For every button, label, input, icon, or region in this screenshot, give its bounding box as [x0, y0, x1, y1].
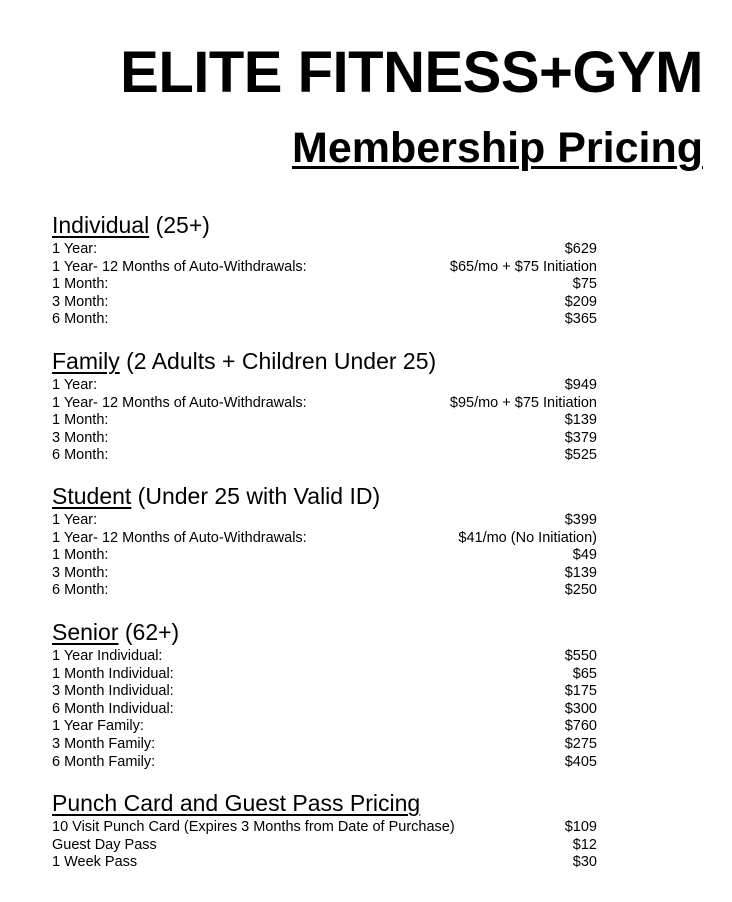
row-label: 3 Month Individual: [52, 683, 174, 700]
row-price: $65/mo + $75 Initiation [449, 258, 597, 275]
row-label: 1 Year Individual: [52, 648, 163, 664]
row-price: $550 [564, 648, 597, 664]
row-price: $275 [564, 735, 597, 752]
row-price: $175 [564, 683, 597, 700]
page-subtitle: Membership Pricing [292, 124, 703, 172]
row-label: 1 Year- 12 Months of Auto-Withdrawals: [52, 529, 307, 546]
row-label: 6 Month: [52, 582, 109, 599]
row-label: 1 Month: [52, 547, 109, 564]
section-heading [52, 482, 597, 510]
section-punch-card [52, 789, 597, 872]
row-label: 1 Year: [52, 377, 98, 393]
price-row [52, 565, 597, 583]
row-price: $109 [564, 819, 597, 835]
row-label: 3 Month Family: [52, 735, 156, 752]
row-price: $41/mo (No Initiation) [458, 529, 597, 546]
price-row [52, 582, 597, 600]
section-heading [52, 347, 597, 375]
price-row [52, 294, 597, 312]
page-title: ELITE FITNESS+GYM [120, 40, 703, 105]
price-row [52, 736, 597, 754]
section-heading [52, 211, 597, 239]
row-label: 6 Month Individual: [52, 700, 174, 717]
row-price: $405 [564, 753, 597, 770]
price-row [52, 430, 597, 448]
row-price: $75 [572, 276, 597, 293]
section-name: Individual [52, 212, 150, 238]
price-row [52, 819, 597, 837]
row-label: 3 Month: [52, 429, 109, 446]
section-senior [52, 618, 597, 771]
row-price: $65 [572, 665, 597, 682]
row-price: $949 [564, 377, 597, 393]
price-row [52, 412, 597, 430]
price-row [52, 530, 597, 548]
row-price: $250 [564, 582, 597, 599]
price-row [52, 395, 597, 413]
row-price: $209 [564, 293, 597, 310]
row-label: 1 Year- 12 Months of Auto-Withdrawals: [52, 258, 307, 275]
price-row [52, 701, 597, 719]
row-price: $139 [564, 412, 597, 429]
row-price: $365 [564, 311, 597, 328]
row-label: 1 Week Pass [52, 854, 138, 871]
row-price: $760 [564, 718, 597, 735]
price-row [52, 241, 597, 259]
price-row [52, 547, 597, 565]
row-price: $12 [572, 836, 597, 853]
price-row [52, 718, 597, 736]
section-individual [52, 211, 597, 329]
row-label: 6 Month Family: [52, 753, 156, 770]
section-name: Student [52, 483, 132, 509]
row-label: 10 Visit Punch Card (Expires 3 Months from Date of Purchase) [52, 819, 455, 835]
row-label: 1 Year: [52, 241, 98, 257]
row-label: 1 Year- 12 Months of Auto-Withdrawals: [52, 394, 307, 411]
row-label: 6 Month: [52, 311, 109, 328]
section-name: Punch Card and Guest Pass Pricing [52, 790, 421, 816]
section-family [52, 347, 597, 465]
price-row [52, 683, 597, 701]
price-row [52, 311, 597, 329]
section-qualifier: (25+) [149, 212, 210, 238]
row-price: $30 [572, 854, 597, 871]
row-price: $379 [564, 429, 597, 446]
row-price: $399 [564, 512, 597, 528]
section-qualifier: (Under 25 with Valid ID) [131, 483, 381, 509]
row-price: $49 [572, 547, 597, 564]
row-price: $629 [564, 241, 597, 257]
row-label: 3 Month: [52, 564, 109, 581]
row-label: 3 Month: [52, 293, 109, 310]
row-price: $95/mo + $75 Initiation [449, 394, 597, 411]
section-heading [52, 618, 597, 646]
section-student [52, 482, 597, 600]
row-label: 1 Month: [52, 412, 109, 429]
section-name: Senior [52, 619, 119, 645]
section-qualifier: (62+) [118, 619, 180, 645]
price-row [52, 259, 597, 277]
price-row [52, 666, 597, 684]
price-row [52, 854, 597, 872]
price-row [52, 648, 597, 666]
row-label: 1 Year: [52, 512, 98, 528]
row-label: Guest Day Pass [52, 836, 157, 853]
price-row [52, 512, 597, 530]
section-qualifier: (2 Adults + Children Under 25) [119, 348, 437, 374]
price-row [52, 754, 597, 772]
price-row [52, 276, 597, 294]
row-label: 1 Month: [52, 276, 109, 293]
row-price: $300 [564, 700, 597, 717]
row-price: $139 [564, 564, 597, 581]
row-price: $525 [564, 447, 597, 464]
row-label: 1 Year Family: [52, 718, 144, 735]
price-row [52, 837, 597, 855]
section-heading [52, 789, 597, 817]
section-name: Family [52, 348, 120, 374]
row-label: 6 Month: [52, 447, 109, 464]
price-row [52, 377, 597, 395]
row-label: 1 Month Individual: [52, 665, 174, 682]
price-row [52, 447, 597, 465]
